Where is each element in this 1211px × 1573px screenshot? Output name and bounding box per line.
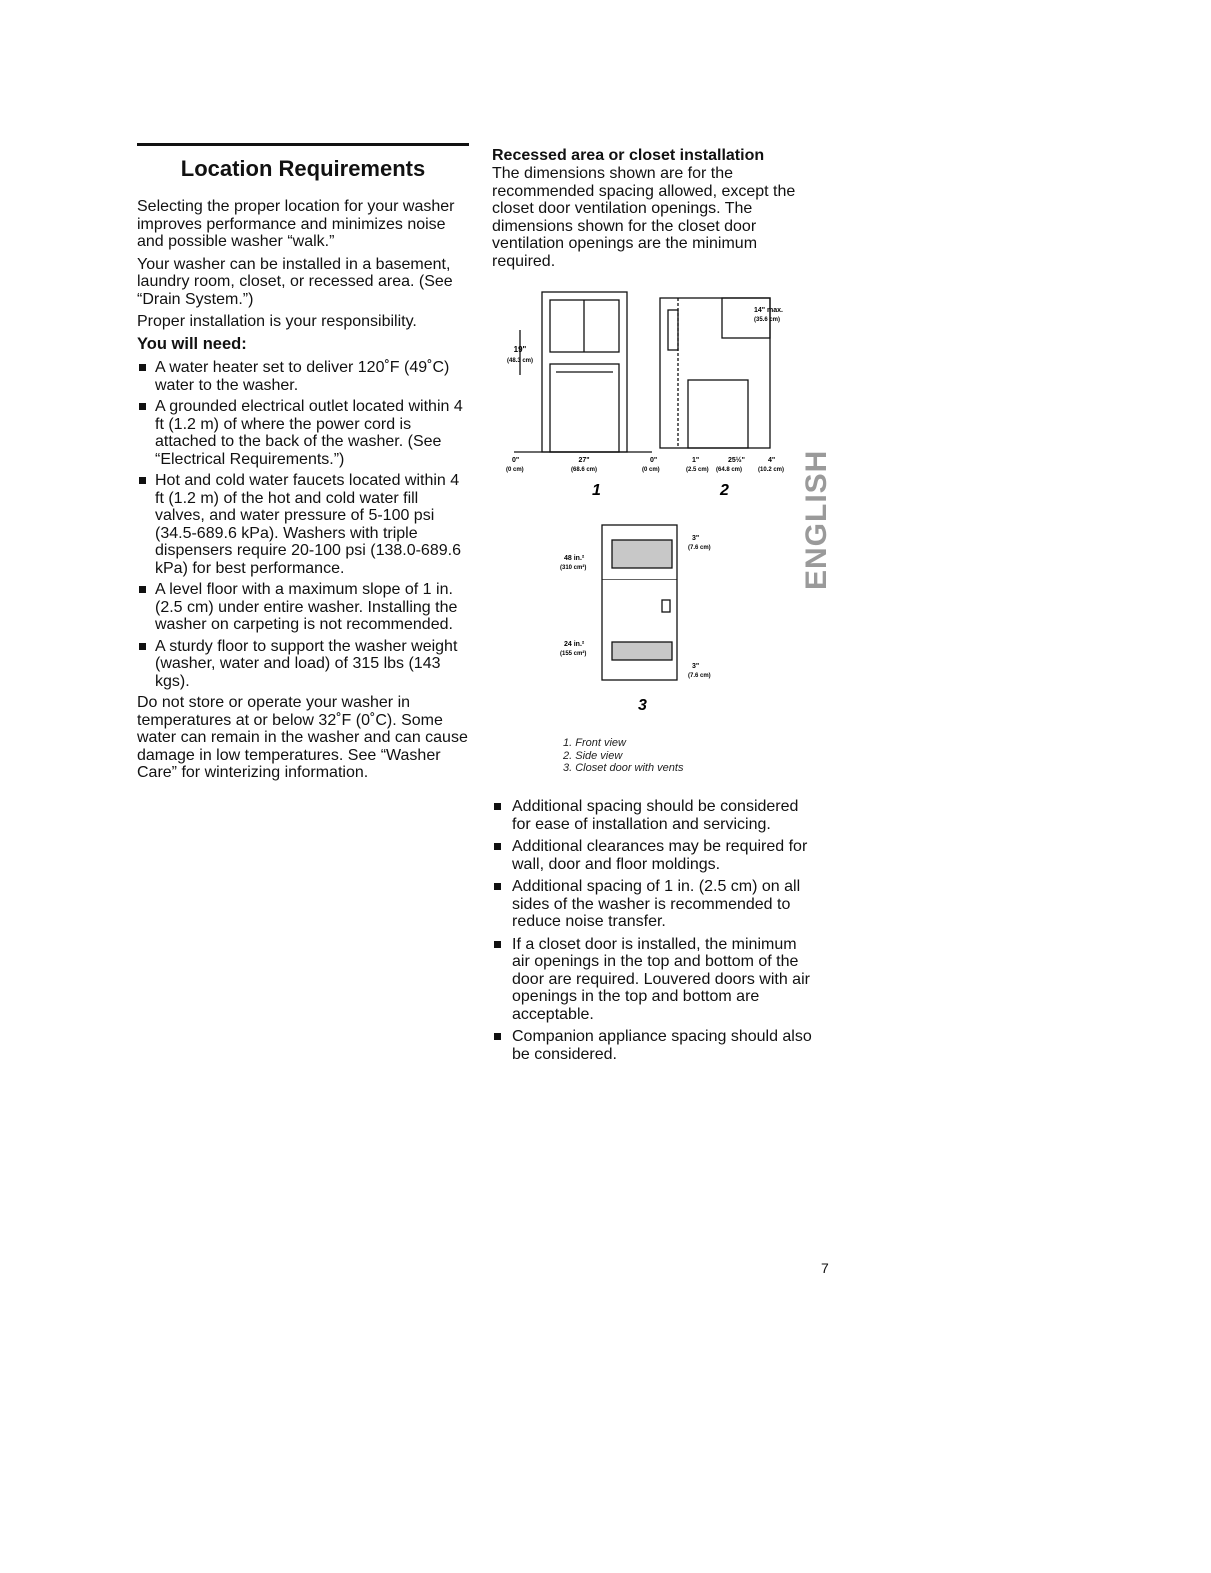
figure-number-3: 3 [638, 697, 647, 714]
washer-outline [550, 364, 619, 452]
section-heading: Recessed area or closet installation [492, 147, 765, 164]
intro-paragraph-1: Selecting the proper location for your washer improves performance and minimizes noise and possible washer “walk.” [137, 198, 455, 250]
caption-front-view: 1. Front view [563, 737, 626, 749]
dim-b-cm: (64.8 cm) [716, 467, 743, 473]
dim-c-cm: (10.2 cm) [758, 467, 785, 473]
vent-top-label: 48 in.² [564, 555, 585, 562]
dim-left-cm: (0 cm) [506, 467, 524, 473]
vent-bottom-label: 24 in.² [564, 641, 585, 648]
language-side-tab: ENGLISH [800, 449, 833, 590]
dim-width-cm: (68.6 cm) [570, 467, 598, 473]
figure-number-1: 1 [592, 482, 601, 499]
notes-item: Additional spacing should be considered for ease of installation and servicing. [492, 798, 817, 833]
gap-bottom-label: 3" [692, 663, 700, 670]
page-number: 7 [821, 1260, 829, 1276]
needs-item: A grounded electrical outlet located within 4 ft (1.2 m) of where the power cord is attached to the back of the washer. (See “Electrical Requirements.”) [137, 398, 472, 468]
vent-bottom-cm: (155 cm²) [560, 651, 587, 657]
section-body: The dimensions shown are for the recommended spacing allowed, except the closet door ventilation openings. The dimensions shown for the closet door ventilation openings are the minimum required. [492, 165, 796, 270]
dim-a: 1" [692, 457, 700, 464]
dim-right: 0" [650, 457, 658, 464]
closing-paragraph: Do not store or operate your washer in temperatures at or below 32˚F (0˚C). Some water can remain in the washer and can cause damage in low temperatures. See “Washer Care” for winterizing information. [137, 694, 468, 781]
bottom-vent [612, 642, 672, 660]
needs-item: A sturdy floor to support the washer weight (washer, water and load) of 315 lbs (143 kgs). [137, 638, 472, 691]
top-vent [612, 540, 672, 568]
gap-top-cm: (7.6 cm) [688, 545, 711, 551]
caption-closet-door: 3. Closet door with vents [563, 762, 684, 774]
gap-top-label: 3" [692, 535, 700, 542]
dim-left: 0" [512, 457, 520, 464]
needs-item: A water heater set to deliver 120˚F (49˚C) water to the washer. [137, 359, 472, 394]
figure-number-2: 2 [720, 482, 729, 499]
notes-item: Additional clearances may be required for wall, door and floor moldings. [492, 838, 817, 873]
intro-paragraph-3: Proper installation is your responsibility. [137, 313, 417, 330]
dim-c: 4" [768, 457, 776, 464]
page-title: Location Requirements [180, 156, 426, 181]
side-washer-outline [688, 380, 748, 448]
closet-door-body [602, 580, 677, 680]
intro-paragraph-2: Your washer can be installed in a basement, laundry room, closet, or recessed area. (See “Drain System.”) [137, 255, 453, 308]
spacing-notes [492, 798, 817, 1068]
figure-captions [563, 737, 683, 775]
dim-top: 14" max. [754, 307, 784, 314]
right-column [492, 147, 822, 270]
gap-bottom-cm: (7.6 cm) [688, 673, 711, 679]
needs-list [137, 359, 472, 690]
notes-list [492, 798, 817, 1063]
left-column [137, 198, 472, 787]
dim-height: 19" [513, 345, 527, 354]
dim-height-cm: (48.3 cm) [506, 358, 534, 364]
dim-width: 27" [578, 457, 590, 464]
dim-b: 25½" [728, 457, 745, 464]
dim-a-cm: (2.5 cm) [686, 467, 709, 473]
dim-right-cm: (0 cm) [642, 467, 660, 473]
needs-item: Hot and cold water faucets located within 4 ft (1.2 m) of the hot and cold water fill valves, and water pressure of 5-100 psi (34.5-689.6 kPa). Washers with triple dispensers require 20-100 psi (138.0-689.6 kPa) for best performance. [137, 472, 472, 577]
door-knob [662, 600, 670, 612]
front-view-figure [514, 292, 652, 452]
caption-side-view: 2. Side view [563, 749, 623, 762]
closet-door-diagram-lower [492, 580, 822, 730]
vent-top-cm: (310 cm²) [560, 565, 587, 571]
notes-item: If a closet door is installed, the minimum air openings in the top and bottom of the door are required. Louvered doors with air openings in the top and bottom are acceptable. [492, 936, 817, 1024]
notes-item: Companion appliance spacing should also be considered. [492, 1028, 817, 1063]
installation-diagram [492, 280, 822, 580]
needs-item: A level floor with a maximum slope of 1 in. (2.5 cm) under entire washer. Installing the washer on carpeting is not recommended. [137, 581, 472, 634]
need-heading: You will need: [137, 334, 247, 353]
closet-door-figure [602, 525, 677, 580]
dim-top-cm: (35.6 cm) [754, 317, 781, 323]
title-rule [137, 143, 469, 146]
notes-item: Additional spacing of 1 in. (2.5 cm) on all sides of the washer is recommended to reduce noise transfer. [492, 878, 817, 931]
